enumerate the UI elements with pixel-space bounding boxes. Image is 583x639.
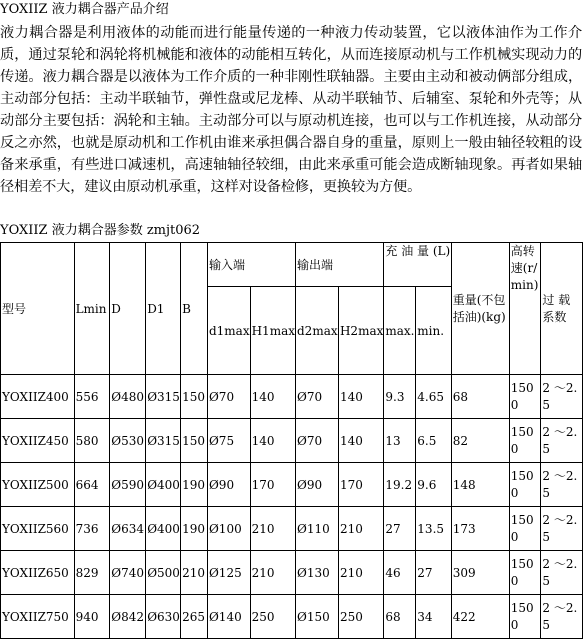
cell-model: YOXIIZ650 <box>1 551 75 595</box>
cell-d2max: Ø70 <box>296 419 339 463</box>
cell-lmin: 940 <box>74 595 110 639</box>
cell-d: Ø740 <box>110 551 146 595</box>
cell-b: 190 <box>181 463 208 507</box>
header-h2max: H2max <box>338 287 383 375</box>
header-model: 型号 <box>1 243 75 375</box>
header-oil-min: min. <box>416 287 451 375</box>
cell-model: YOXIIZ750 <box>1 595 75 639</box>
cell-model: YOXIIZ450 <box>1 419 75 463</box>
table-row <box>1 463 583 507</box>
table-row <box>1 595 583 639</box>
cell-d: Ø634 <box>110 507 146 551</box>
cell-lmin: 736 <box>74 507 110 551</box>
cell-model: YOXIIZ560 <box>1 507 75 551</box>
cell-overload: 2 ～2.5 <box>541 595 583 639</box>
cell-weight: 173 <box>451 507 509 551</box>
header-speed: 高转速(r/min) <box>509 243 541 375</box>
header-b: B <box>181 243 208 375</box>
header-lmin: Lmin <box>74 243 110 375</box>
cell-h2max: 170 <box>338 463 383 507</box>
cell-oil-max: 9.3 <box>384 375 416 419</box>
table-row <box>1 507 583 551</box>
cell-d: Ø842 <box>110 595 146 639</box>
cell-oil-min: 9.6 <box>416 463 451 507</box>
cell-d1: Ø400 <box>146 463 181 507</box>
cell-speed: 1500 <box>509 463 541 507</box>
cell-d2max: Ø150 <box>296 595 339 639</box>
cell-b: 150 <box>181 419 208 463</box>
header-d2max: d2max <box>296 287 339 375</box>
table-row <box>1 375 583 419</box>
cell-lmin: 580 <box>74 419 110 463</box>
cell-oil-min: 27 <box>416 551 451 595</box>
header-d1max: d1max <box>207 287 250 375</box>
header-output: 输出端 <box>296 243 384 287</box>
cell-d1: Ø315 <box>146 419 181 463</box>
header-d: D <box>110 243 146 375</box>
cell-overload: 2 ～2.5 <box>541 375 583 419</box>
cell-h2max: 250 <box>338 595 383 639</box>
cell-b: 190 <box>181 507 208 551</box>
header-overload: 过 载系数 <box>541 243 583 375</box>
cell-h1max: 170 <box>250 463 295 507</box>
intro-paragraph: 液力耦合器是利用液体的动能而进行能量传递的一种液力传动装置，它以液体油作为工作介质，通过泵轮和涡轮将机械能和液体的动能相互转化，从而连接原动机与工作机械实现动力的传递。液力耦合器是以液体为工作介质的一种非刚性联轴器。主要由主动和被动俩部分组成，主动部分包括：主动半联轴节，弹性盘或尼龙棒、从动半联轴节、后辅室、泵轮和外壳等；从动部分主要包括：涡轮和主轴。主动部分可以与原动机连接，也可以与工作机连接，从动部分反之亦然，也就是原动机和工作机由谁来承担偶合器自身的重量，原则上一般由轴径较粗的设备来承重，有些进口减速机，高速轴轴径较细，由此来承重可能会造成断轴现象。再者如果轴径相差不大，建议由原动机承重，这样对设备检修，更换较为方便。 <box>0 25 582 195</box>
cell-b: 210 <box>181 551 208 595</box>
cell-overload: 2 ～2.5 <box>541 463 583 507</box>
cell-d2max: Ø70 <box>296 375 339 419</box>
cell-d1: Ø315 <box>146 375 181 419</box>
table-row <box>1 419 583 463</box>
header-h1max: H1max <box>250 287 295 375</box>
cell-b: 265 <box>181 595 208 639</box>
cell-d1max: Ø75 <box>207 419 250 463</box>
cell-weight: 309 <box>451 551 509 595</box>
cell-model: YOXIIZ400 <box>1 375 75 419</box>
cell-oil-max: 68 <box>384 595 416 639</box>
cell-d1max: Ø70 <box>207 375 250 419</box>
cell-model: YOXIIZ500 <box>1 463 75 507</box>
cell-oil-max: 27 <box>384 507 416 551</box>
cell-oil-min: 34 <box>416 595 451 639</box>
cell-h1max: 140 <box>250 375 295 419</box>
cell-d1max: Ø125 <box>207 551 250 595</box>
cell-oil-max: 19.2 <box>384 463 416 507</box>
document-title: YOXIIZ 液力耦合器产品介绍 <box>0 2 169 17</box>
cell-oil-min: 6.5 <box>416 419 451 463</box>
cell-weight: 148 <box>451 463 509 507</box>
cell-b: 150 <box>181 375 208 419</box>
cell-speed: 1500 <box>509 375 541 419</box>
cell-overload: 2 ～2.5 <box>541 507 583 551</box>
cell-oil-max: 13 <box>384 419 416 463</box>
cell-overload: 2 ～2.5 <box>541 419 583 463</box>
cell-h2max: 210 <box>338 507 383 551</box>
spec-table <box>0 242 583 639</box>
cell-lmin: 556 <box>74 375 110 419</box>
table-row <box>1 551 583 595</box>
cell-d1: Ø500 <box>146 551 181 595</box>
header-oil-max: max. <box>384 287 416 375</box>
header-input: 输入端 <box>207 243 295 287</box>
header-row-1 <box>1 243 583 287</box>
params-title: YOXIIZ 液力耦合器参数 zmjt062 <box>0 223 201 238</box>
header-d1: D1 <box>146 243 181 375</box>
cell-d2max: Ø130 <box>296 551 339 595</box>
cell-h1max: 140 <box>250 419 295 463</box>
cell-d1: Ø630 <box>146 595 181 639</box>
cell-d: Ø590 <box>110 463 146 507</box>
cell-d1max: Ø100 <box>207 507 250 551</box>
cell-d1max: Ø140 <box>207 595 250 639</box>
cell-oil-min: 13.5 <box>416 507 451 551</box>
cell-d: Ø480 <box>110 375 146 419</box>
cell-h1max: 210 <box>250 507 295 551</box>
cell-weight: 422 <box>451 595 509 639</box>
cell-overload: 2 ～2.5 <box>541 551 583 595</box>
cell-speed: 1500 <box>509 551 541 595</box>
cell-weight: 68 <box>451 375 509 419</box>
cell-speed: 1500 <box>509 507 541 551</box>
cell-lmin: 829 <box>74 551 110 595</box>
header-oil: 充 油 量 (L) <box>384 243 451 287</box>
cell-weight: 82 <box>451 419 509 463</box>
cell-h2max: 140 <box>338 375 383 419</box>
cell-d1max: Ø90 <box>207 463 250 507</box>
cell-h2max: 140 <box>338 419 383 463</box>
cell-h2max: 210 <box>338 551 383 595</box>
cell-speed: 1500 <box>509 595 541 639</box>
cell-d: Ø530 <box>110 419 146 463</box>
cell-d1: Ø400 <box>146 507 181 551</box>
cell-h1max: 250 <box>250 595 295 639</box>
header-weight: 重量(不包 括油)(kg) <box>451 243 509 375</box>
cell-oil-max: 46 <box>384 551 416 595</box>
cell-oil-min: 4.65 <box>416 375 451 419</box>
cell-d2max: Ø90 <box>296 463 339 507</box>
cell-speed: 1500 <box>509 419 541 463</box>
cell-h1max: 210 <box>250 551 295 595</box>
cell-d2max: Ø110 <box>296 507 339 551</box>
cell-lmin: 664 <box>74 463 110 507</box>
